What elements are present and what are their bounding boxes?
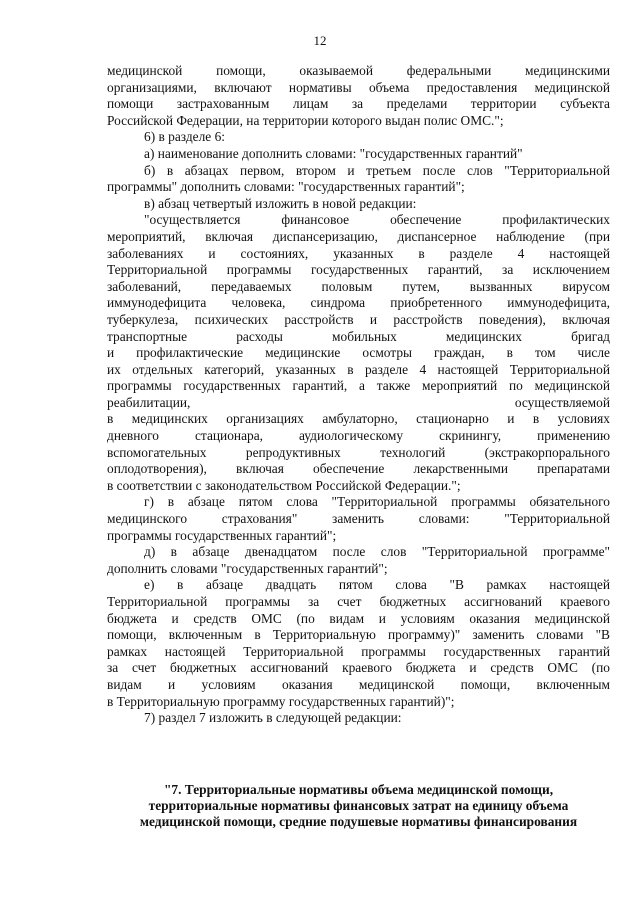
text-line: программы государственных гарантий"; [107,527,337,543]
page-number: 12 [313,33,327,48]
text-line: в медицинских организациях амбулаторно, стационарно и в условиях [107,411,610,427]
text-line: транспортные расходы мобильных медицинских бригад [107,328,610,344]
text-line: д) в абзаце двенадцатом после слов "Территориальной программе" [144,544,610,560]
text-line: заболеваниях и состояниях, указанных в разделе 4 настоящей [107,245,610,261]
text-line: оплодотворения), включая обеспечение лекарственными препаратами [107,461,610,477]
text-line: и профилактические медицинские осмотры граждан, в том числе [107,345,610,361]
text-line: иммунодефицита человека, синдрома приобретенного иммунодефицита, [107,295,610,311]
text-line: мероприятий, включая диспансеризацию, диспансерное наблюдение (при [107,228,610,244]
text-line: Территориальной программы государственных гарантий, за исключением [107,262,610,278]
text-line: а) наименование дополнить словами: "государственных гарантий" [144,145,523,161]
heading-line: территориальные нормативы финансовых затрат на единицу объема [148,798,569,814]
text-line: дневного стационара, аудиологическому скринингу, применению [107,428,610,444]
text-line: их отдельных категорий, указанных в разделе 4 настоящей Территориальной [107,361,610,377]
text-line: б) в абзацах первом, втором и третьем после слов "Территориальной [144,162,610,178]
text-line: Российской Федерации, на территории которого выдан полис ОМС."; [107,112,504,128]
text-line: е) в абзаце двадцать пятом слова "В рамках настоящей [144,577,610,593]
text-line: видам и условиям оказания медицинской помощи, включенным [107,676,610,692]
text-line: 7) раздел 7 изложить в следующей редакции: [144,710,402,726]
heading-line: "7. Территориальные нормативы объема медицинской помощи, [163,782,554,797]
text-line: организациями, включают нормативы объема предоставления медицинской [107,79,610,95]
text-line: помощи, включенным в Территориальную программу)" заменить словами "В [107,627,610,643]
text-line: программы государственных гарантий, а также мероприятий по медицинской [107,378,610,394]
text-line: помощи застрахованным лицам за пределами территории субъекта [107,96,610,112]
text-line: г) в абзаце пятом слова "Территориальной программы обязательного [144,494,610,510]
text-line: реабилитации, осуществляемой [107,394,610,410]
text-line: вспомогательных репродуктивных технологий (экстракорпорального [107,444,610,460]
heading-line: медицинской помощи, средние подушевые нормативы финансирования [139,814,578,830]
text-line: заболеваний, передаваемых половым путем, вызванных вирусом [107,278,610,294]
text-line: в Территориальную программу государственных гарантий)"; [107,693,455,709]
text-line: за счет бюджетных ассигнований краевого бюджета и средств ОМС (по [107,660,610,676]
body-text [107,63,610,727]
text-line: туберкулеза, психических расстройств и расстройств поведения), включая [107,311,610,327]
section-heading [107,782,610,831]
text-line: бюджета и средств ОМС (по видам и условиям оказания медицинской [107,610,610,626]
text-line: рамках настоящей Территориальной программы государственных гарантий [107,643,610,659]
text-line: 6) в разделе 6: [144,129,226,145]
text-line: "осуществляется финансовое обеспечение профилактических [144,212,610,228]
text-line: медицинской помощи, оказываемой федеральными медицинскими [107,63,610,78]
text-line: Территориальной программы за счет бюджетных ассигнований краевого [107,594,610,609]
text-line: в) абзац четвертый изложить в новой редакции: [144,195,417,211]
text-line: в соответствии с законодательством Российской Федерации."; [107,477,461,493]
text-line: дополнить словами "государственных гарантий"; [107,560,388,576]
text-line: медицинского страхования" заменить словами: "Территориальной [107,511,610,527]
text-line: программы" дополнить словами: "государственных гарантий"; [107,179,465,195]
